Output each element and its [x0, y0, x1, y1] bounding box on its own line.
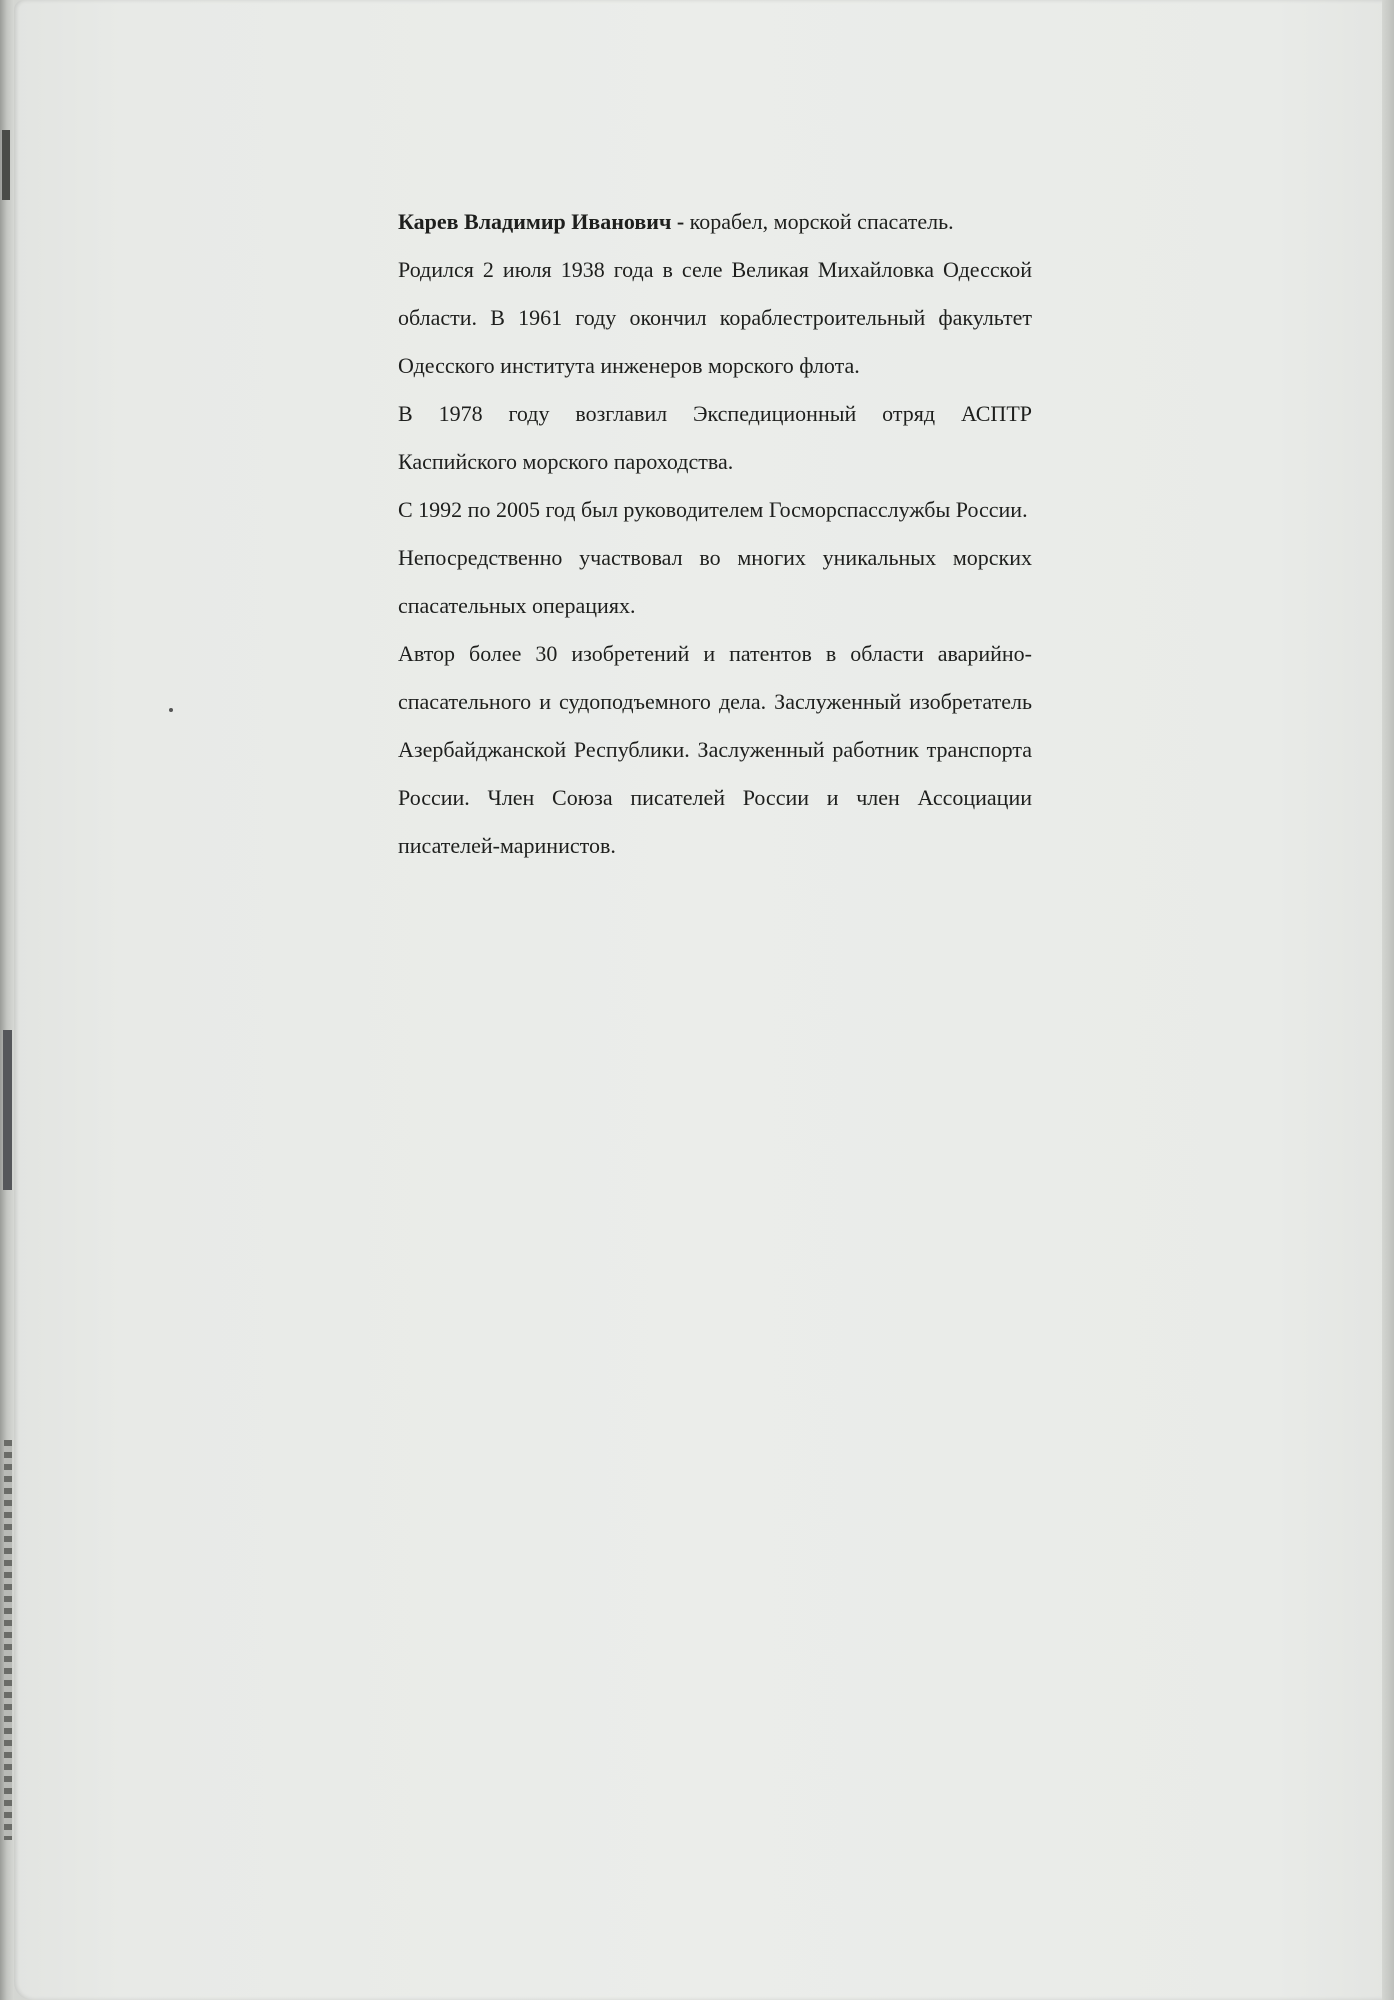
bio-paragraph: Родился 2 июля 1938 года в селе Великая Михайловка Одесской области. В 1961 году окончил кораблестроительный факультет Одесского института инженеров морского флота.: [398, 257, 1032, 378]
bio-intro: [398, 198, 1032, 246]
bio-paragraph: С 1992 по 2005 год был руководителем Госморспасслужбы России.: [398, 497, 1028, 522]
dust-speck: [169, 708, 173, 712]
spine-wear-mark: [2, 130, 10, 200]
book-spine-edge: [0, 0, 14, 2000]
spine-wear-mark: [4, 1440, 12, 1840]
cover-right-edge: [1382, 0, 1394, 2000]
bio-paragraph: Непосредственно участвовал во многих уникальных морских спасательных операциях.: [398, 545, 1032, 618]
bio-paragraph: В 1978 году возглавил Экспедиционный отряд АСПТР Каспийского морского пароходства.: [398, 401, 1032, 474]
author-bio: [398, 198, 1032, 870]
author-name: Карев Владимир Иванович -: [398, 209, 685, 234]
author-occupation: корабел, морской спасатель.: [684, 209, 954, 234]
spine-wear-mark: [3, 1030, 12, 1190]
bio-paragraph: Автор более 30 изобретений и патентов в области аварийно-спасательного и судоподъемного дела. Заслуженный изобретатель Азербайджанской Республики. Заслуженный работник транспорта России. Член Союза писателей России и член Ассоциации писателей-маринистов.: [398, 641, 1032, 858]
